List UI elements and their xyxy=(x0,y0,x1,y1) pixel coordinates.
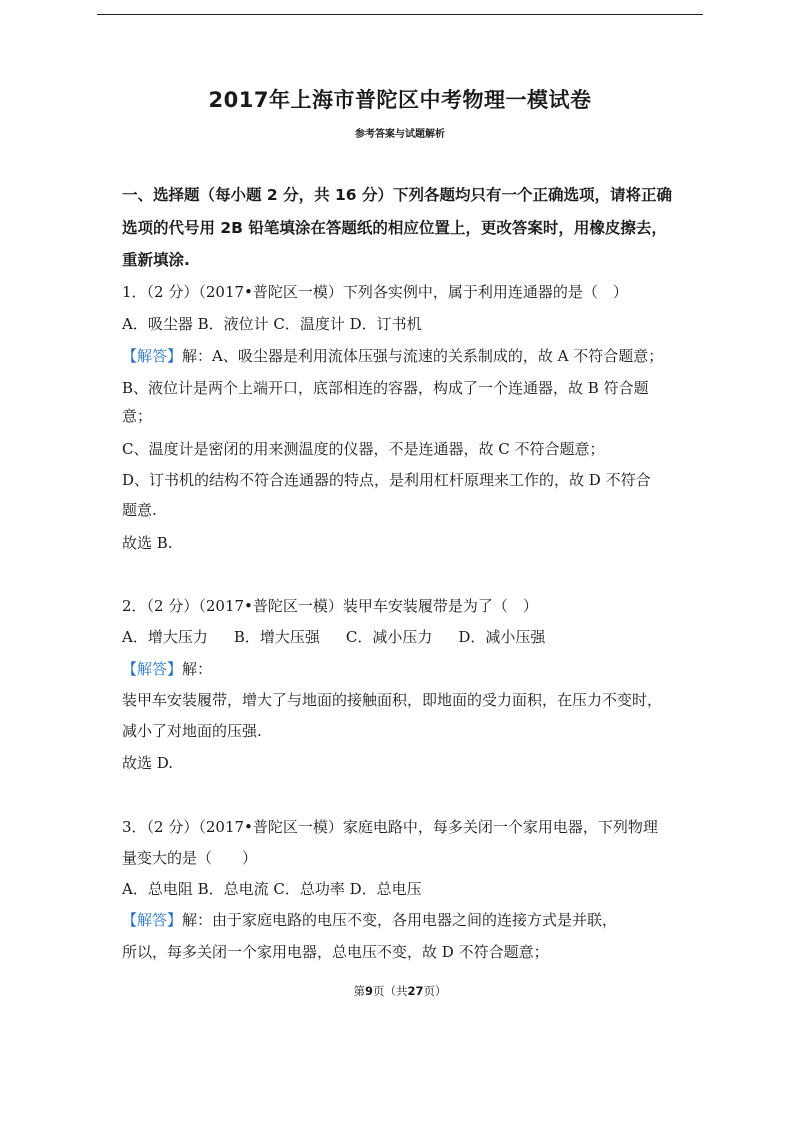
answer-line xyxy=(122,659,212,679)
option-a: A．增大压力 xyxy=(122,628,208,646)
total-pages: 27 xyxy=(407,984,424,998)
answer-line: B、液位计是两个上端开口，底部相连的容器，构成了一个连通器，故 B 符合题 xyxy=(122,379,649,397)
document-title: 2017年上海市普陀区中考物理一模试卷 xyxy=(208,88,592,112)
answer-text: 解：由于家庭电路的电压不变，各用电器之间的连接方式是并联， xyxy=(182,911,618,929)
answer-text: 解：A、吸尘器是利用流体压强与流速的关系制成的，故 A 不符合题意； xyxy=(182,347,664,365)
footer-prefix: 第 xyxy=(353,984,365,998)
answer-line: 题意. xyxy=(122,501,157,519)
footer-mid: 页（共 xyxy=(373,984,408,998)
answer-tag: 【解答】 xyxy=(122,660,183,678)
answer-line xyxy=(122,346,663,366)
question-stem: 2．（2 分）（2017•普陀区一模）装甲车安装履带是为了（ ） xyxy=(122,597,538,615)
question-stem: 1．（2 分）（2017•普陀区一模）下列各实例中，属于利用连通器的是（ ） xyxy=(122,283,628,301)
question-stem: 3．（2 分）（2017•普陀区一模）家庭电路中，每多关闭一个家用电器，下列物理 xyxy=(122,818,658,836)
option-b: B．增大压强 xyxy=(233,628,320,646)
document-subtitle: 参考答案与试题解析 xyxy=(355,129,445,140)
answer-line: C、温度计是密闭的用来测温度的仪器，不是连通器，故 C 不符合题意； xyxy=(122,440,605,458)
section-heading-line: 重新填涂. xyxy=(122,251,190,269)
section-heading-line: 一、选择题（每小题 2 分，共 16 分）下列各题均只有一个正确选项，请将正确 xyxy=(122,186,672,204)
page-footer xyxy=(0,983,800,999)
question-options xyxy=(122,627,545,647)
option-c: C．减小压力 xyxy=(345,628,433,646)
answer-line xyxy=(122,910,617,930)
question-options: A．总电阻 B．总电流 C．总功率 D．总电压 xyxy=(122,880,422,898)
answer-line: 减小了对地面的压强. xyxy=(122,722,262,740)
option-d: D．减小压强 xyxy=(458,628,546,646)
answer-conclusion: 故选 B. xyxy=(122,534,173,552)
footer-suffix: 页） xyxy=(423,984,447,998)
answer-tag: 【解答】 xyxy=(122,911,183,929)
answer-text: 解： xyxy=(182,660,213,678)
answer-line: 意； xyxy=(122,407,153,425)
answer-line: 所以，每多关闭一个家用电器，总电压不变，故 D 不符合题意； xyxy=(122,943,549,961)
answer-conclusion: 故选 D. xyxy=(122,754,174,772)
page-number: 9 xyxy=(364,984,373,998)
question-options: A．吸尘器 B．液位计 C．温度计 D．订书机 xyxy=(122,315,422,333)
header-rule xyxy=(97,14,703,15)
answer-line: D、订书机的结构不符合连通器的特点，是利用杠杆原理来工作的，故 D 不符合 xyxy=(122,471,651,489)
section-heading-line: 选项的代号用 2B 铅笔填涂在答题纸的相应位置上，更改答案时，用橡皮擦去， xyxy=(122,219,667,237)
question-stem: 量变大的是（ ） xyxy=(122,849,258,867)
answer-line: 装甲车安装履带，增大了与地面的接触面积，即地面的受力面积，在压力不变时， xyxy=(122,691,663,709)
answer-tag: 【解答】 xyxy=(122,347,183,365)
